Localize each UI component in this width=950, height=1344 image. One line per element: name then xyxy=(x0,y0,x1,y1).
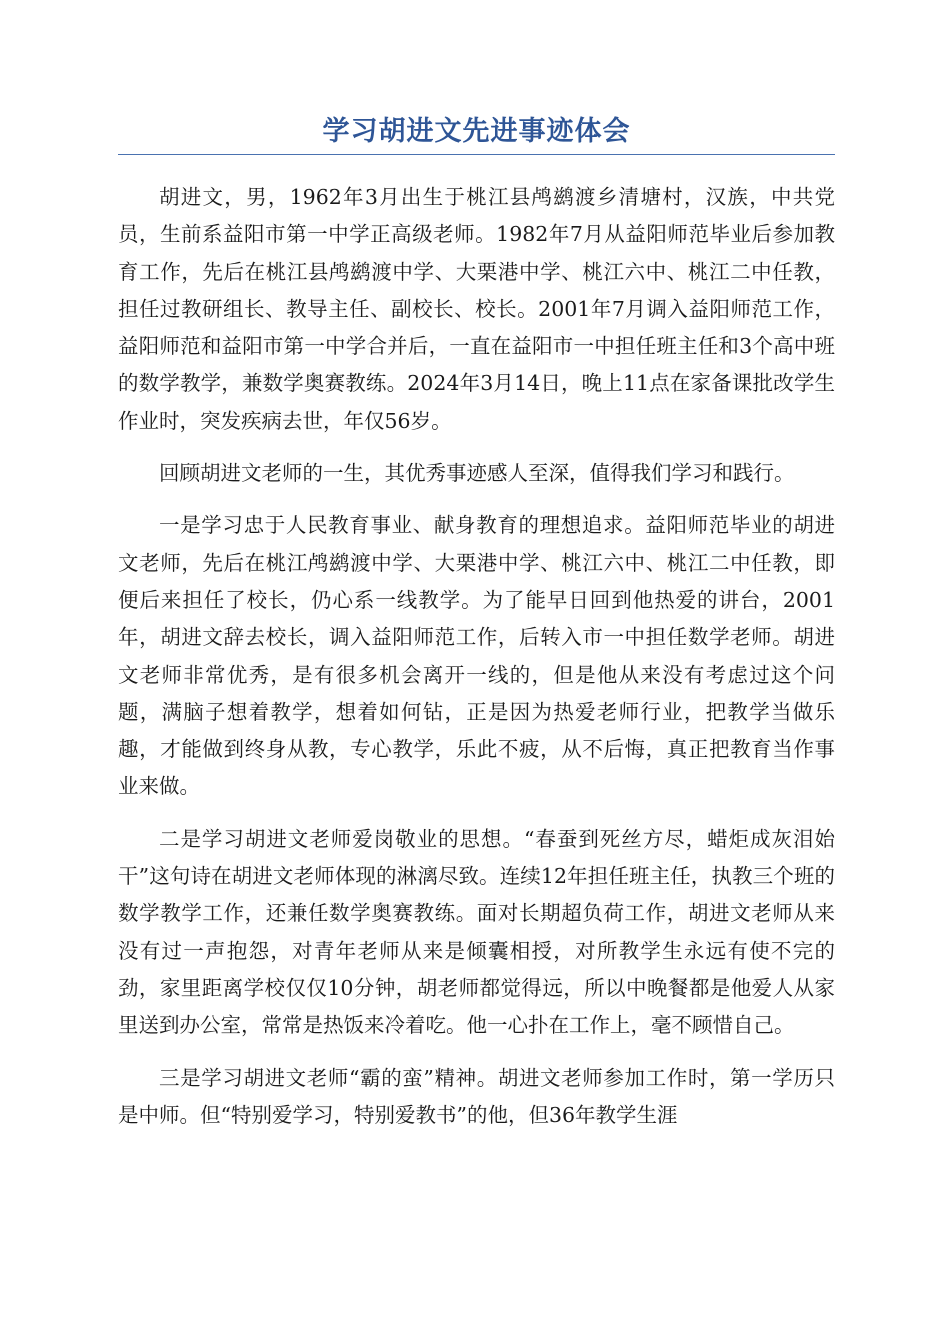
document-title: 学习胡进文先进事迹体会 xyxy=(118,112,835,155)
paragraph-review: 回顾胡进文老师的一生，其优秀事迹感人至深，值得我们学习和践行。 xyxy=(159,461,795,486)
paragraph-point-three: 三是学习胡进文老师“霸的蛮”精神。胡进文老师参加工作时，第一学历只是中师。但“特别爱学习，特别爱教书”的他，但36年教学生涯 xyxy=(118,1065,835,1127)
document-page xyxy=(118,112,835,1149)
paragraph-intro: 胡进文，男，1962年3月出生于桃江县鸬鹚渡乡清塘村，汉族，中共党员，生前系益阳市第一中学正高级老师。1982年7月从益阳师范毕业后参加教育工作，先后在桃江县鸬鹚渡中学、大栗港中学、桃江六中、桃江二中任教，担任过教研组长、教导主任、副校长、校长。2001年7月调入益阳师范工作，益阳师范和益阳市第一中学合并后，一直在益阳市一中担任班主任和3个高中班的数学教学，兼数学奥赛教练。2024年3月14日，晚上11点在家备课批改学生作业时，突发疾病去世，年仅56岁。 xyxy=(118,185,835,433)
document-body xyxy=(118,179,835,1134)
paragraph-point-one: 一是学习忠于人民教育事业、献身教育的理想追求。益阳师范毕业的胡进文老师，先后在桃江鸬鹚渡中学、大栗港中学、桃江六中、桃江二中任教，即便后来担任了校长，仍心系一线教学。为了能早日回到他热爱的讲台，2001年，胡进文辞去校长，调入益阳师范工作，后转入市一中担任数学老师。胡进文老师非常优秀，是有很多机会离开一线的，但是他从来没有考虑过这个问题，满脑子想着教学，想着如何钻，正是因为热爱老师行业，把教学当做乐趣，才能做到终身从教，专心教学，乐此不疲，从不后悔，真正把教育当作事业来做。 xyxy=(118,513,835,799)
paragraph-point-two: 二是学习胡进文老师爱岗敬业的思想。“春蚕到死丝方尽，蜡炬成灰泪始干”这句诗在胡进文老师体现的淋漓尽致。连续12年担任班主任，执教三个班的数学教学工作，还兼任数学奥赛教练。面对长期超负荷工作，胡进文老师从来没有过一声抱怨，对青年老师从来是倾囊相授，对所教学生永远有使不完的劲，家里距离学校仅仅10分钟，胡老师都觉得远，所以中晚餐都是他爱人从家里送到办公室，常常是热饭来冷着吃。他一心扑在工作上，毫不顾惜自己。 xyxy=(118,826,835,1038)
